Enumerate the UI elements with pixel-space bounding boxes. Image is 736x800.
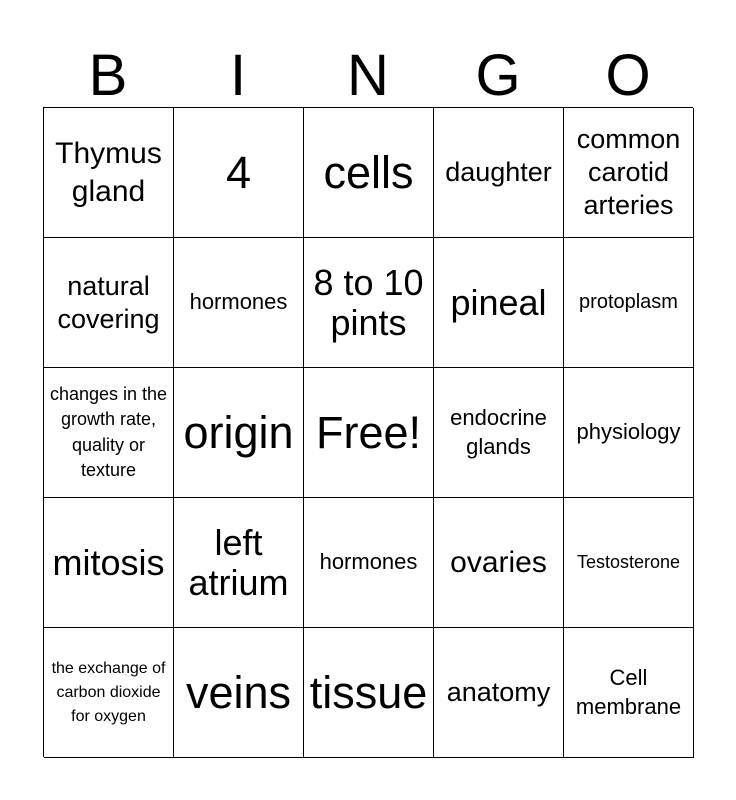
cell-text: natural covering	[57, 270, 160, 334]
cell-text: Free!	[315, 406, 422, 458]
header-letter-n: N	[347, 43, 389, 108]
header-letter-g: G	[475, 43, 521, 108]
bingo-cell	[434, 238, 564, 368]
cell-text: common carotid arteries	[576, 124, 681, 220]
bingo-cell	[44, 108, 174, 238]
cell-text: pineal	[450, 281, 547, 323]
cell-text: left atrium	[188, 521, 289, 603]
bingo-cell	[174, 498, 304, 628]
bingo-cell	[304, 108, 434, 238]
cell-text: changes in the growth rate, quality or texture	[49, 384, 168, 480]
header-letter-i: I	[229, 43, 247, 108]
bingo-cell	[44, 628, 174, 758]
cell-text: veins	[185, 666, 292, 718]
bingo-cell	[434, 368, 564, 498]
bingo-cell	[304, 498, 434, 628]
header-letter-o: O	[605, 43, 651, 108]
bingo-cell	[174, 238, 304, 368]
cell-text: protoplasm	[579, 291, 678, 313]
cell-text: hormones	[319, 549, 418, 575]
bingo-cell	[44, 368, 174, 498]
bingo-cell	[564, 238, 694, 368]
bingo-cell	[564, 108, 694, 238]
bingo-cell	[434, 108, 564, 238]
cell-text: tissue	[309, 666, 428, 718]
cell-text: endocrine glands	[450, 404, 547, 459]
cell-text: physiology	[576, 419, 681, 445]
bingo-grid	[43, 107, 693, 757]
cell-text: Thymus gland	[55, 137, 162, 208]
bingo-cell	[434, 628, 564, 758]
bingo-cell	[564, 368, 694, 498]
bingo-cell	[304, 628, 434, 758]
bingo-header	[43, 44, 693, 108]
free-space	[304, 368, 434, 498]
bingo-cell	[434, 498, 564, 628]
cell-text: 8 to 10 pints	[313, 261, 424, 343]
cell-text: anatomy	[446, 677, 551, 708]
cell-text: hormones	[189, 289, 288, 315]
cell-text: cells	[323, 146, 414, 198]
bingo-cell	[44, 238, 174, 368]
cell-text: daughter	[445, 157, 552, 188]
cell-text: 4	[225, 146, 252, 198]
bingo-cell	[174, 108, 304, 238]
bingo-cell	[174, 368, 304, 498]
bingo-cell	[44, 498, 174, 628]
bingo-cell	[564, 498, 694, 628]
cell-text: Cell membrane	[575, 664, 682, 719]
cell-text: Testosterone	[576, 551, 681, 572]
header-letter-b: B	[88, 43, 128, 108]
cell-text: mitosis	[52, 541, 165, 583]
cell-text: ovaries	[450, 545, 547, 579]
bingo-cell	[564, 628, 694, 758]
bingo-cell	[304, 238, 434, 368]
cell-text: origin	[183, 406, 294, 458]
cell-text: the exchange of carbon dioxide for oxygen	[51, 659, 166, 725]
bingo-cell	[174, 628, 304, 758]
